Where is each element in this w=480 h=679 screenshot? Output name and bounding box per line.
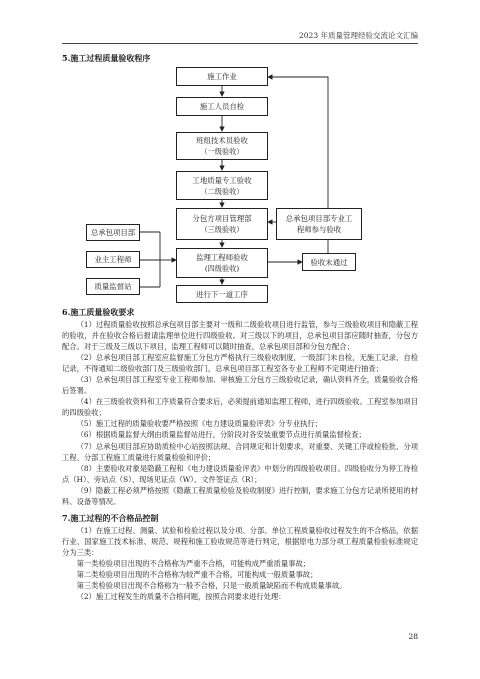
section-6-heading: 6.施工质量验收要求 (62, 307, 135, 317)
quality-station-label: 质量监督站 (94, 282, 132, 291)
contractor-engineer-line2: 程师参与验收 (296, 225, 342, 234)
sub-check-label: 分包方项目管理部 (192, 214, 252, 223)
running-header: 2023 年质量管理经验交流论文汇编 (299, 31, 418, 40)
general-contractor-label: 总承包项目部 (90, 228, 136, 237)
paragraph: （4）在三级验收资料和工序质量符合要求后，必须提前通知监理工程师，进行四级验收。工程室参加项目的四级验收； (62, 397, 418, 418)
next-step-label: 进行下一道工序 (196, 289, 248, 299)
paragraph: （2）总承包项目部工程室应监督施工分包方严格执行三级验收制度，一级部门未自检，无施工记录、自检记录，不得通知二级验收部门及三级验收部门，总承包项目部工程室各专业工程师不定期进行抽查； (62, 353, 418, 374)
self-check-box (176, 97, 268, 116)
paragraph: （7）总承包项目部应协助质检中心站按照法规、合同规定和计划要求，对重要、关键工序或检验批、分项工程、分部工程施工质量进行质量检验和评价； (62, 441, 418, 462)
sub-check-level: （三级验收） (200, 225, 244, 234)
not-passed-label: 验收未通过 (310, 257, 348, 267)
site-check-label: 工地质量专工验收 (192, 175, 252, 185)
contractor-engineer-line1: 总承包项目部专业工 (285, 214, 353, 223)
paragraph: （6）根据质量监督大纲由质量监督站进行，分阶段对各安装重要节点进行质量监督检查； (76, 430, 366, 440)
paragraph: （5）施工过程的质量验收要严格按照《电力建设质量验评表》分专业执行； (76, 419, 323, 429)
construction-box (176, 67, 268, 86)
paragraph: 第一类检验项目出现的不合格称为严重不合格，可能构成严重质量事故； (76, 559, 311, 569)
paragraph: （2）施工过程发生的质量不合格问题，按照合同要求进行处理： (76, 592, 286, 602)
contractor-engineer-box (276, 208, 362, 240)
section-7-body (62, 525, 418, 602)
general-contractor-box (86, 224, 140, 241)
paragraph: （1）过程质量验收按照总承包项目部主要对一级和二级验收项目进行监管，参与三级验收项目和隐蔽工程的验收，并在验收合格后报请监理单位进行四级验收。对三级以下的项目，总承包项目部应随时抽查，分包方配合。对于三级及三级以下项目，监理工程师可以随时抽查，总承包项目部和分包方配合； (62, 320, 418, 352)
next-step-box (176, 285, 268, 303)
team-check-level: （一级验收） (200, 147, 244, 156)
supervisor-check-level: (四级验收) (204, 264, 240, 273)
not-passed-box (302, 253, 356, 271)
self-check-label: 施工人员自检 (199, 102, 245, 111)
header-rule (62, 43, 418, 44)
section-7-heading: 7.施工过程的不合格品控制 (62, 513, 159, 523)
construction-label: 施工作业 (207, 72, 237, 81)
supervisor-check-label: 监理工程师验收 (196, 253, 248, 262)
owner-engineer-box (86, 251, 140, 268)
team-check-box (176, 132, 268, 160)
paragraph: （9）隐蔽工程必须严格按照《隐蔽工程质量检验及验收制度》进行控制，要求施工分包方记录所使用的材料、设备等情况。 (62, 485, 418, 506)
paragraph: 第二类检验项目出现的不合格称为较严重不合格，可能构成一般质量事故； (76, 570, 318, 580)
supervisor-check-box (176, 248, 268, 278)
paragraph: （3）总承包项目部工程室专业工程师参加、审核施工分包方三级验收记录，确认资料齐全，质量验收合格后签署。 (62, 375, 418, 396)
quality-station-box (86, 278, 140, 295)
paragraph: （8）主要验收对象是隐蔽工程和《电力建设质量验评表》中划分的四级验收项目。四级验收分为停工待检点（H）、旁站点（S）、现场见证点（W）、文件签证点（R）； (62, 463, 418, 484)
site-check-level: （二级验收） (200, 186, 244, 196)
site-check-box (176, 171, 268, 200)
owner-engineer-label: 业主工程师 (94, 255, 132, 264)
section-5-heading: 5.施工过程质量验收程序 (62, 53, 151, 63)
page-number: 28 (408, 632, 418, 641)
team-check-label: 班组技术员验收 (196, 136, 248, 145)
paragraph: （1）在施工过程、测量、试验和检验过程以及分项、分部、单位工程质量验收过程发生的不合格品，依据行业、国家施工技术标准、规范、规程和施工验收规范等进行判定，根据原电力部分项工程质量检验标准规定分为三类： (62, 526, 418, 558)
section-6-body (62, 319, 418, 507)
paragraph: 第三类检验项目出现不合格称为一般不合格，只是一般质量缺陷而不构成质量事故。 (76, 581, 347, 591)
sub-check-box (176, 208, 268, 240)
